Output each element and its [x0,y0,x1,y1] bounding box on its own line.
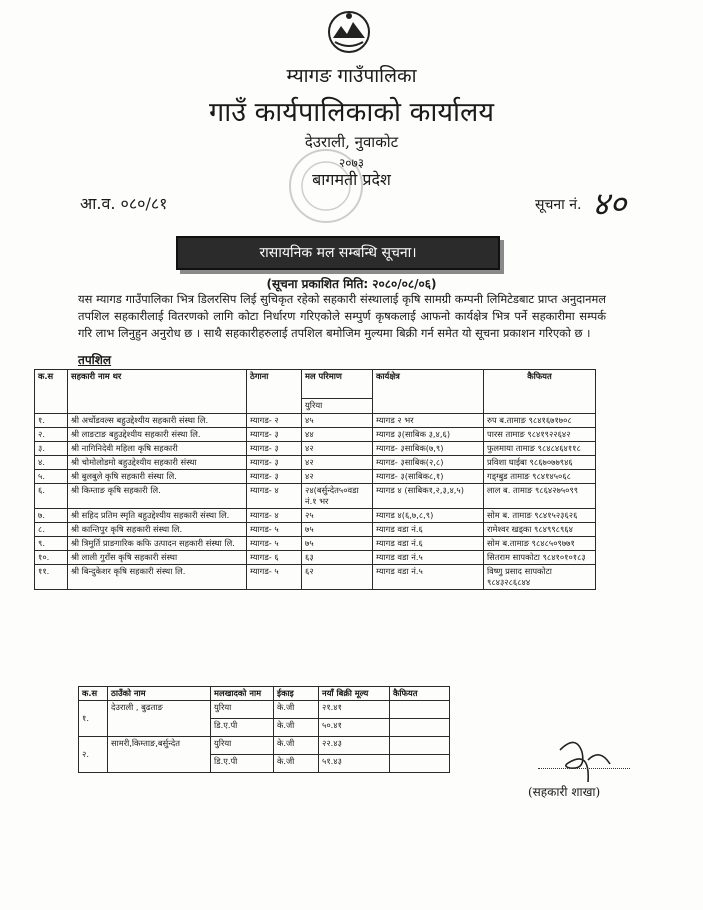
cell-remarks: फुलमाया तामाङ ९८४८४६४११८ [484,442,596,456]
cell-address: म्यागड- ४ [247,484,302,509]
cell-sn: २. [35,428,68,442]
cell-unit: के.जी [274,701,319,719]
cell-sn: ८. [35,523,68,537]
cell-remarks: रुप ब.तामाङ ९८४१६७१७०८ [484,414,596,428]
cell-price: ५०.४१ [319,719,390,737]
cell-area: म्यागड- ३साबिक(२,८) [373,456,484,470]
cell-place: सामरी,किम्ताङ,बर्सुन्देत [108,737,211,773]
cell-name: श्री सहिद प्रतिम स्मृति बहुउद्देश्यीय सहकारी संस्था लि. [68,509,247,523]
cell-name: श्री लाली गुराँस कृषि सहकारी संस्था [68,551,247,565]
signature-line [538,768,630,769]
col-unit: ईकाइ [274,687,319,701]
municipality-name: म्यागङ गाउँपालिका [286,65,417,87]
notice-title-box [176,236,500,270]
office-title: गाउँ कार्यपालिकाको कार्यालय [209,97,494,128]
table-row [35,565,596,590]
cell-unit: के.जी [274,719,319,737]
office-stamp-icon [286,146,366,226]
cell-address: म्यागड- ३ [247,470,302,484]
cell-name: श्री बिन्दुकेशर कृषि सहकारी संस्था लि. [68,565,247,590]
cell-address: म्यागड- ५ [247,523,302,537]
cell-sn: १०. [35,551,68,565]
notice-number-label: सूचना नं. [535,197,582,213]
cell-fert: डि.ए.पी [211,719,274,737]
cell-remarks: पारस तामाङ ९८४१९२२६४२ [484,428,596,442]
cell-remarks: सितराम सापकोटा ९८४१०१०१८३ [484,551,596,565]
cell-qty: ४४ [302,428,373,442]
cell-price: २१.४१ [319,701,390,719]
cell-address: म्यागड- ३ [247,428,302,442]
table-row [35,523,596,537]
cell-area: म्यागड वडा नं.५ [373,565,484,590]
cell-qty: ६३ [302,551,373,565]
cell-name: श्री नागिनिदेवी महिला कृषि सहकारी [68,442,247,456]
cell-remarks [390,701,450,719]
cell-area: म्यागड- ३साबिक(७,९) [373,442,484,456]
cell-sn: ७. [35,509,68,523]
cell-sn: ६. [35,484,68,509]
cooperative-table [34,369,596,590]
table-row [35,414,596,428]
col-sn: क.स [35,370,68,414]
cell-remarks [390,719,450,737]
cell-unit: के.जी [274,737,319,755]
cell-remarks: विष्णु प्रसाद सापकोटा ९८४३२८६८४४ [484,565,596,590]
col-fertilizer: मलखादको नाम [211,687,274,701]
cell-price: २२.४३ [319,737,390,755]
col-remarks: कैफियत [390,687,450,701]
table-row [35,470,596,484]
table-row [35,442,596,456]
cell-name: श्री किम्ताङ कृषि सहकारी लि. [68,484,247,509]
cell-qty: २५ [302,509,373,523]
published-date: (सूचना प्रकाशित मिति: २०८०/०८/०६) [266,277,437,291]
col-area: कार्यक्षेत्र [373,370,484,414]
cell-remarks: रामेश्वर खड्का ९८४९९८९६४ [484,523,596,537]
cell-sn: ५. [35,470,68,484]
cell-area: म्यागड २ भर [373,414,484,428]
cell-sn: १. [35,414,68,428]
province-name: बागमती प्रदेश [312,170,391,189]
cell-fert: डि.ए.पी [211,755,274,773]
cell-qty: ७५ [302,537,373,551]
nepal-emblem-icon [325,8,373,54]
table-row [79,701,450,719]
cell-qty: ७५ [302,523,373,537]
cell-address: म्यागड- ६ [247,551,302,565]
cell-sn: ९. [35,537,68,551]
cell-remarks [390,737,450,755]
cell-place: देउराली , बुढताङ [108,701,211,737]
cell-address: म्यागड- ५ [247,565,302,590]
cell-address: म्यागड- ५ [247,537,302,551]
notice-number: ४० [592,184,627,223]
cell-area: म्यागड वडा नं.६ [373,523,484,537]
col-remarks: कैफियत [484,370,596,414]
cell-remarks: लाल ब. तामाङ ९८६४२७५०९९ [484,484,596,509]
table-row [35,456,596,470]
col-sn: क.स [79,687,108,701]
cell-area: म्यागड- ३(साबिक८,१) [373,470,484,484]
cell-price: ५१.४३ [319,755,390,773]
cell-area: म्यागड ३(साबिक ३,४,६) [373,428,484,442]
cell-area: म्यागड वडा नं.६ [373,537,484,551]
established-year: २०७३ [339,156,364,170]
cell-sn: १. [79,701,108,737]
cell-address: म्यागड- ४ [247,509,302,523]
col-name: सहकारी नाम थर [68,370,247,414]
cell-qty: ४२ [302,442,373,456]
cell-unit: के.जी [274,755,319,773]
cell-address: म्यागड- २ [247,414,302,428]
col-quantity: मल परिमाण [302,370,373,399]
cell-sn: ११. [35,565,68,590]
cell-remarks: सोम ब. तामाङ ९८४१५२३६२६ [484,509,596,523]
cell-name: श्री कान्तिपुर कृषि सहकारी संस्था लि. [68,523,247,537]
col-address: ठेगाना [247,370,302,414]
cell-address: म्यागड- ३ [247,456,302,470]
cell-qty: २४(बर्सुन्देत५०वडा नं.१ भर [302,484,373,509]
details-label: तपशिल [78,353,112,367]
col-place: ठाउँको नाम [108,687,211,701]
table-row [35,509,596,523]
cell-area: म्यागड ४(६,७,८,९) [373,509,484,523]
fiscal-year: आ.व. ०८०/८१ [80,194,168,213]
cell-name: श्री लाङटाङ बहुउद्देश्यीय सहकारी संस्था लि. [68,428,247,442]
table-row [35,428,596,442]
price-table [78,686,450,773]
cell-fert: युरिया [211,737,274,755]
table-row [79,737,450,755]
cell-name: श्री बुलबुले कृषि सहकारी संस्था लि. [68,470,247,484]
cell-name: श्री अर्चोडवल्स बहुउद्देश्यीय सहकारी संस्था लि. [68,414,247,428]
cell-sn: २. [79,737,108,773]
cell-name: श्री चोमोलोडमो बहुउद्देश्यीय सहकारी संस्था [68,456,247,470]
cell-fert: युरिया [211,701,274,719]
col-price: नयाँ बिक्री मूल्य [319,687,390,701]
cell-remarks: गड्ग्बुड तामाङ ९८४१४५०६८ [484,470,596,484]
cell-area: म्यागड ४ (साबिक१,२,३,४,५) [373,484,484,509]
cell-remarks: प्रविशा घाईबा ९८६७०७७९४६ [484,456,596,470]
table-row [35,484,596,509]
notice-title: रासायनिक मल सम्बन्धि सूचना। [259,245,417,261]
cell-area: म्यागड वडा नं.५ [373,551,484,565]
cell-remarks: सोम ब.तामाङ ९८४८५०९७७१ [484,537,596,551]
cell-sn: ३. [35,442,68,456]
cell-qty: ६२ [302,565,373,590]
office-address: देउराली, नुवाकोट [304,133,399,151]
cell-remarks [390,755,450,773]
cell-address: म्यागड- ३ [247,442,302,456]
cell-name: श्री त्रिमुर्ति प्राङगारिक कफि उत्पादन सहकारी संस्था लि. [68,537,247,551]
cell-qty: ४२ [302,470,373,484]
cell-qty: ४२ [302,456,373,470]
cell-qty: ४५ [302,414,373,428]
table-row [35,551,596,565]
notice-paragraph: यस म्यागड गाउँपालिका भित्र डिलरसिप लिई सुचिकृत रहेको सहकारी संस्थालाई कृषि सामग्री कम्पनी लिमिटेडबाट प्राप्त अनुदानमल तपशिल सहकारीलाई वितरणको लागि कोटा निर्धारण गरिएकोले सम्पुर्ण कृषकलाई आफनो कार्यक्षेत्र भित्र पर्ने सहकारीमा सम्पर्क गरि लाभ लिनुहुन अनुरोध छ । साथै सहकारीहरुलाई तपशिल बमोजिम मुल्यमा बिक्री गर्न समेत यो सूचना प्रकाशन गरिएको छ । [78,292,606,340]
col-urea: युरिया [302,399,373,414]
cell-sn: ४. [35,456,68,470]
table-row [35,537,596,551]
signature-caption: (सहकारी शाखा) [528,785,601,799]
